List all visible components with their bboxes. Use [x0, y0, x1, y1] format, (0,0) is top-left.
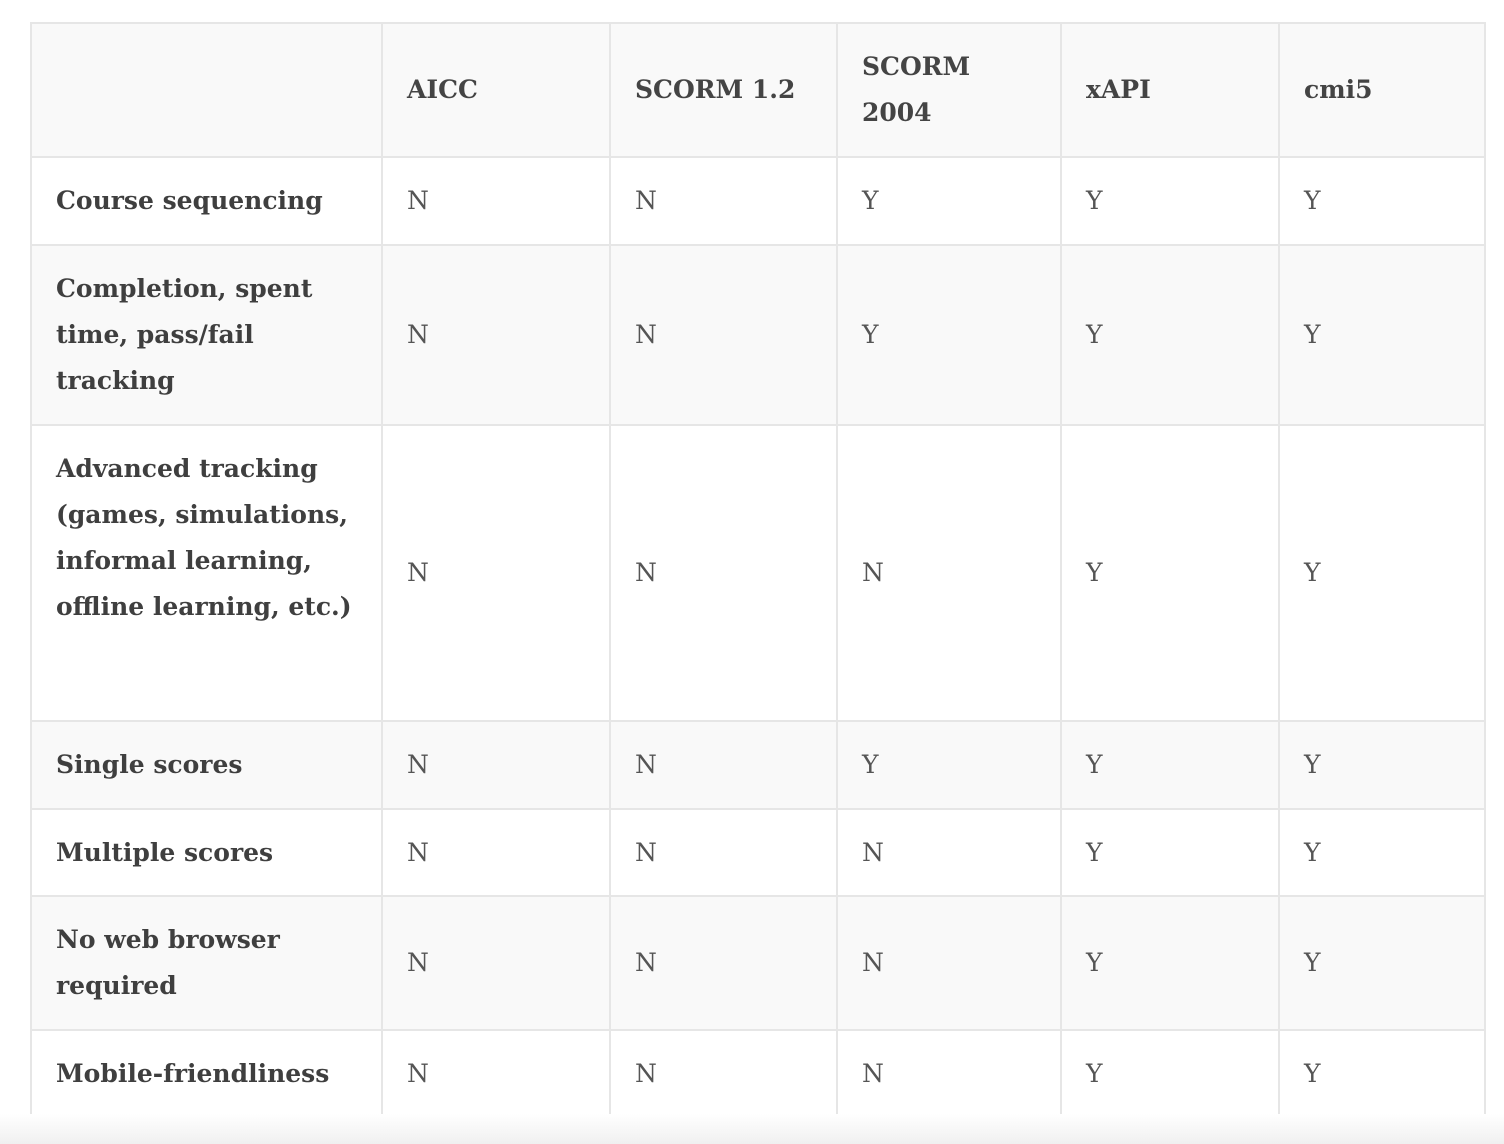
table-cell: N [610, 1030, 837, 1117]
table-cell: N [382, 1030, 610, 1117]
table-cell: Y [1061, 896, 1279, 1030]
table-cell: Y [1279, 425, 1485, 721]
table-cell: N [382, 425, 610, 721]
comparison-table [30, 22, 1486, 1118]
table-cell: N [610, 809, 837, 896]
table-cell: N [610, 896, 837, 1030]
table-row [31, 721, 1485, 809]
table-row [31, 809, 1485, 896]
table-cell: Y [1061, 157, 1279, 245]
table-row [31, 245, 1485, 425]
table-cell: Y [1279, 157, 1485, 245]
header-cell-empty [31, 23, 382, 157]
table-cell: N [837, 809, 1061, 896]
table-cell: Y [1279, 809, 1485, 896]
table-cell: N [610, 425, 837, 721]
table-cell: Y [1061, 245, 1279, 425]
table-cell: N [382, 157, 610, 245]
table-row [31, 157, 1485, 245]
page-bottom-edge [0, 1114, 1504, 1144]
row-label: Multiple scores [31, 809, 382, 896]
row-label: No web browser required [31, 896, 382, 1030]
row-label: Course sequencing [31, 157, 382, 245]
table-cell: N [610, 245, 837, 425]
table-cell: Y [1061, 425, 1279, 721]
table-row [31, 1030, 1485, 1117]
table-cell: Y [837, 157, 1061, 245]
header-cell-scorm-1-2: SCORM 1.2 [610, 23, 837, 157]
header-cell-xapi: xAPI [1061, 23, 1279, 157]
table-cell: Y [1279, 1030, 1485, 1117]
table-cell: Y [1279, 896, 1485, 1030]
table-row [31, 896, 1485, 1030]
table-cell: N [382, 245, 610, 425]
table-row [31, 425, 1485, 721]
table-cell: Y [1279, 245, 1485, 425]
header-cell-aicc: AICC [382, 23, 610, 157]
table-cell: Y [1279, 721, 1485, 809]
table-cell: Y [837, 721, 1061, 809]
table-cell: Y [1061, 809, 1279, 896]
table-cell: N [382, 896, 610, 1030]
header-cell-cmi5: cmi5 [1279, 23, 1485, 157]
row-label: Completion, spent time, pass/fail tracking [31, 245, 382, 425]
table-cell: N [837, 896, 1061, 1030]
table-cell: Y [1061, 721, 1279, 809]
row-label: Single scores [31, 721, 382, 809]
table-cell: N [382, 721, 610, 809]
table-cell: N [610, 721, 837, 809]
row-label: Mobile-friendliness [31, 1030, 382, 1117]
table-cell: N [610, 157, 837, 245]
table-cell: Y [1061, 1030, 1279, 1117]
table-cell: N [837, 1030, 1061, 1117]
header-cell-scorm-2004: SCORM 2004 [837, 23, 1061, 157]
table-header-row [31, 23, 1485, 157]
row-label: Advanced tracking (games, simulations, informal learning, offline learning, etc.) [31, 425, 382, 721]
table-cell: N [382, 809, 610, 896]
table-cell: Y [837, 245, 1061, 425]
table-cell: N [837, 425, 1061, 721]
